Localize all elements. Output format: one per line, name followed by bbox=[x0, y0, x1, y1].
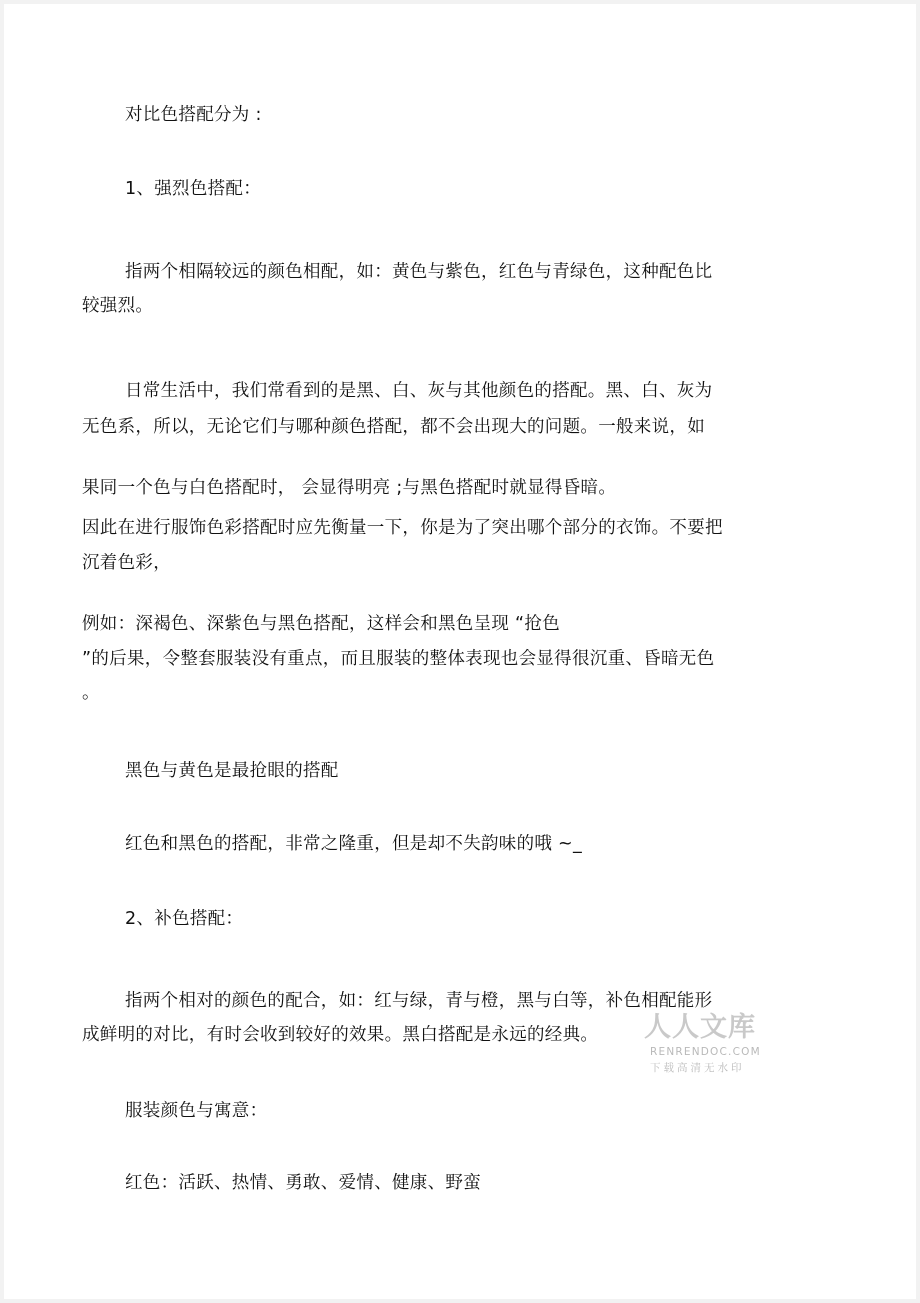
heading-complementary-color-matching: 2、补色搭配： bbox=[125, 909, 244, 929]
text-line: 例如：深褐色、深紫色与黑色搭配，这样会和黑色呈现 “抢色 bbox=[82, 614, 561, 634]
text-line: 日常生活中，我们常看到的是黑、白、灰与其他颜色的搭配。黑、白、灰为 bbox=[125, 381, 713, 401]
heading-clothing-color-meaning: 服装颜色与寓意： bbox=[125, 1101, 268, 1121]
heading-strong-color-matching: 1、强烈色搭配： bbox=[125, 179, 262, 199]
text-line: 指两个相对的颜色的配合，如：红与绿，青与橙，黑与白等，补色相配能形 bbox=[125, 991, 713, 1011]
text-line: 较强烈。 bbox=[82, 296, 154, 316]
text-line: 指两个相隔较远的颜色相配，如：黄色与紫色，红色与青绿色，这种配色比 bbox=[125, 262, 713, 282]
text-line: 。 bbox=[82, 683, 100, 703]
document-page bbox=[4, 4, 916, 1299]
text-line: 因此在进行服饰色彩搭配时应先衡量一下，你是为了突出哪个部分的衣饰。不要把 bbox=[82, 518, 723, 538]
text-line: 沉着色彩， bbox=[82, 553, 171, 573]
text-line: ”的后果，令整套服装没有重点，而且服装的整体表现也会显得很沉重、昏暗无色 bbox=[82, 649, 715, 669]
watermark-logo: 人人文库 bbox=[644, 1012, 756, 1043]
watermark-tagline: 下载高清无水印 bbox=[650, 1062, 745, 1074]
text-line: 成鲜明的对比，有时会收到较好的效果。黑白搭配是永远的经典。 bbox=[82, 1025, 599, 1045]
watermark-url: RENRENDOC.COM bbox=[650, 1046, 761, 1058]
text-line-intro: 对比色搭配分为 : bbox=[125, 105, 262, 125]
text-line: 红色：活跃、热情、勇敢、爱情、健康、野蛮 bbox=[125, 1173, 481, 1193]
text-line: 黑色与黄色是最抢眼的搭配 bbox=[125, 761, 339, 781]
text-line: 红色和黑色的搭配，非常之隆重，但是却不失韵味的哦 ~_ bbox=[125, 834, 583, 854]
text-line: 无色系，所以，无论它们与哪种颜色搭配，都不会出现大的问题。一般来说，如 bbox=[82, 417, 705, 437]
text-line: 果同一个色与白色搭配时， 会显得明亮 ;与黑色搭配时就显得昏暗。 bbox=[82, 478, 617, 498]
